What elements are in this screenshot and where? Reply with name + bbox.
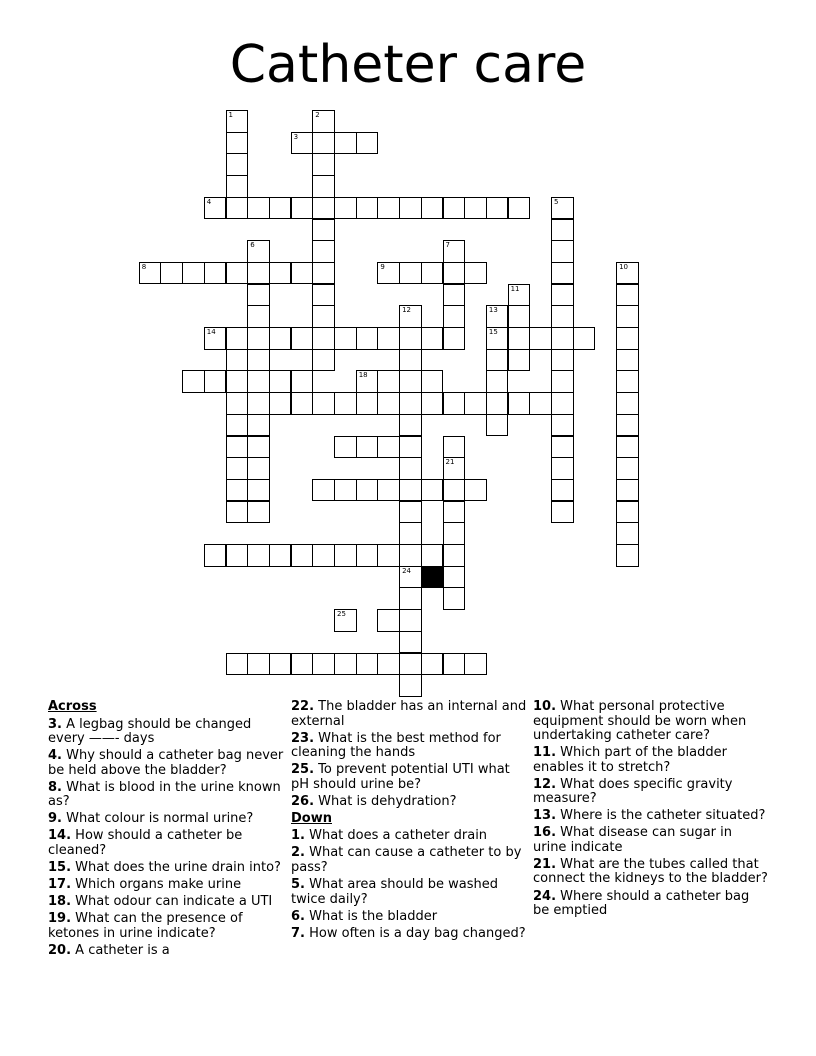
grid-cell[interactable] <box>616 370 639 393</box>
grid-cell[interactable] <box>377 327 400 350</box>
clue-text: What disease can sugar in urine indicate <box>533 825 733 855</box>
clue-text: A legbag should be changed every ——- days <box>48 716 252 746</box>
grid-cell[interactable] <box>247 262 270 285</box>
grid-cell[interactable] <box>464 479 487 502</box>
grid-cell[interactable] <box>616 457 639 480</box>
clue-text: What area should be washed twice daily? <box>291 877 498 907</box>
grid-cell[interactable] <box>421 197 444 220</box>
grid-cell[interactable] <box>204 197 227 220</box>
clue-text: The bladder has an internal and external <box>291 699 527 729</box>
clue-number: 18 <box>358 371 368 380</box>
page-title: Catheter care <box>229 35 587 95</box>
grid-cell[interactable] <box>226 544 249 567</box>
grid-cell[interactable] <box>182 262 205 285</box>
grid-cell[interactable] <box>616 479 639 502</box>
grid-cell[interactable] <box>334 197 357 220</box>
grid-cell[interactable] <box>399 609 422 632</box>
clue-text: Where is the catheter situated? <box>556 808 766 824</box>
clue-text: What does specific gravity measure? <box>533 776 733 807</box>
grid-cell[interactable] <box>399 457 422 480</box>
grid-cell[interactable] <box>312 219 335 242</box>
grid-cell[interactable] <box>443 392 466 415</box>
grid-cell[interactable] <box>356 370 379 393</box>
clue-text: What can cause a catheter to by pass? <box>291 845 522 875</box>
grid-cell[interactable] <box>247 457 270 480</box>
clue-num: 16. <box>533 825 557 841</box>
grid-cell[interactable] <box>377 479 400 502</box>
grid-cell[interactable] <box>204 327 227 350</box>
clue-num: 20. <box>48 942 72 958</box>
clue-number: 2 <box>315 111 320 119</box>
grid-cell[interactable] <box>226 132 249 155</box>
grid-cell[interactable] <box>312 132 335 155</box>
grid-cell[interactable] <box>269 197 292 220</box>
grid-cell[interactable] <box>616 327 639 350</box>
grid-cell[interactable] <box>291 132 314 155</box>
grid-cell[interactable] <box>573 327 596 350</box>
grid-cell[interactable] <box>616 544 639 567</box>
clues-column-1 <box>48 700 284 961</box>
clue-text: What does the urine drain into? <box>71 859 281 875</box>
grid-cell[interactable] <box>616 262 639 285</box>
grid-cell[interactable] <box>551 392 574 415</box>
grid-cell[interactable] <box>399 436 422 459</box>
grid-cell[interactable] <box>486 327 509 350</box>
grid-cell[interactable] <box>247 392 270 415</box>
grid-cell[interactable] <box>226 175 249 198</box>
clue-number: 25 <box>337 610 346 619</box>
grid-cell[interactable] <box>551 414 574 437</box>
grid-cell[interactable] <box>312 197 335 220</box>
grid-cell[interactable] <box>226 457 249 480</box>
clue-num: 6. <box>291 908 305 924</box>
grid-cell[interactable] <box>464 653 487 676</box>
clue-num: 2. <box>291 845 305 861</box>
grid-cell[interactable] <box>226 110 249 133</box>
grid-cell[interactable] <box>247 544 270 567</box>
across-clue <box>291 700 527 729</box>
grid-cell[interactable] <box>247 370 270 393</box>
grid-cell[interactable] <box>312 544 335 567</box>
grid-cell[interactable] <box>312 392 335 415</box>
grid-cell[interactable] <box>269 653 292 676</box>
clue-number: 6 <box>250 241 255 250</box>
grid-cell[interactable] <box>551 479 574 502</box>
grid-cell[interactable] <box>247 327 270 350</box>
grid-cell[interactable] <box>529 392 552 415</box>
grid-cell[interactable] <box>356 327 379 350</box>
grid-cell[interactable] <box>291 370 314 393</box>
grid-cell[interactable] <box>312 479 335 502</box>
grid-cell[interactable] <box>443 544 466 567</box>
clue-number: 21 <box>445 458 455 467</box>
grid-cell[interactable] <box>486 392 509 415</box>
grid-cell[interactable] <box>312 653 335 676</box>
clue-text: How often is a day bag changed? <box>304 925 526 941</box>
clue-num: 25. <box>291 762 315 778</box>
clue-text: Where should a catheter bag be emptied <box>533 888 750 919</box>
clue-text: A catheter is a <box>71 942 170 958</box>
grid-cell[interactable] <box>399 392 422 415</box>
clue-num: 14. <box>48 828 72 844</box>
down-clue <box>533 746 769 775</box>
grid-cell[interactable] <box>399 197 422 220</box>
clue-text: How should a catheter be cleaned? <box>48 828 243 858</box>
clues-column-2 <box>291 700 527 944</box>
grid-cell[interactable] <box>377 262 400 285</box>
down-clue <box>533 890 769 919</box>
clues-column-3 <box>533 700 769 921</box>
grid-cell[interactable] <box>204 370 227 393</box>
grid-cell[interactable] <box>226 392 249 415</box>
grid-cell[interactable] <box>247 284 270 307</box>
grid-cell[interactable] <box>399 674 422 697</box>
grid-cell[interactable] <box>616 349 639 372</box>
grid-cell[interactable] <box>312 305 335 328</box>
grid-cell[interactable] <box>226 327 249 350</box>
down-clue <box>533 826 769 855</box>
grid-cell[interactable] <box>312 110 335 133</box>
across-clue <box>48 829 284 858</box>
grid-cell[interactable] <box>226 197 249 220</box>
grid-cell[interactable] <box>247 436 270 459</box>
across-clue <box>48 895 284 910</box>
grid-cell[interactable] <box>508 392 531 415</box>
grid-cell[interactable] <box>291 262 314 285</box>
clue-num: 8. <box>48 779 62 795</box>
clue-num: 18. <box>48 894 72 910</box>
grid-cell[interactable] <box>377 609 400 632</box>
grid-cell[interactable] <box>464 262 487 285</box>
grid-cell[interactable] <box>443 262 466 285</box>
grid-cell[interactable] <box>377 370 400 393</box>
grid-cell[interactable] <box>443 522 466 545</box>
grid-cell[interactable] <box>226 349 249 372</box>
clue-text: What is the best method for cleaning the hands <box>291 730 501 761</box>
grid-cell[interactable] <box>551 240 574 263</box>
grid-cell[interactable] <box>421 653 444 676</box>
grid-cell[interactable] <box>551 327 574 350</box>
clue-number: 4 <box>206 197 212 206</box>
grid-cell[interactable] <box>616 436 639 459</box>
clue-number: 3 <box>293 132 299 141</box>
clue-num: 13. <box>533 808 557 824</box>
grid-cell[interactable] <box>486 305 509 328</box>
grid-cell[interactable] <box>486 414 509 437</box>
grid-cell[interactable] <box>399 479 422 502</box>
grid-cell[interactable] <box>226 479 249 502</box>
grid-cell[interactable] <box>551 262 574 285</box>
grid-cell[interactable] <box>247 305 270 328</box>
across-clue <box>48 878 284 893</box>
across-clue <box>291 795 527 810</box>
grid-cell[interactable] <box>551 284 574 307</box>
grid-cell[interactable] <box>226 370 249 393</box>
grid-cell[interactable] <box>291 544 314 567</box>
grid-cell[interactable] <box>464 197 487 220</box>
clue-text: Why should a catheter bag never be held above the bladder? <box>48 748 284 778</box>
clue-num: 5. <box>291 877 305 893</box>
grid-cell[interactable] <box>226 153 249 176</box>
grid-cell[interactable] <box>443 587 466 610</box>
grid-cell[interactable] <box>399 370 422 393</box>
clue-number: 15 <box>488 328 498 336</box>
clue-text: Which organs make urine <box>71 877 242 893</box>
grid-cell[interactable] <box>616 522 639 545</box>
grid-cell[interactable] <box>421 327 444 350</box>
grid-cell[interactable] <box>421 370 444 393</box>
grid-cell[interactable] <box>247 240 270 263</box>
grid-cell[interactable] <box>421 262 444 285</box>
clue-number: 24 <box>402 566 412 575</box>
clue-number: 5 <box>554 197 559 206</box>
grid-cell[interactable] <box>421 392 444 415</box>
clue-text: What are the tubes called that connect the kidneys to the bladder? <box>533 856 768 887</box>
grid-cell[interactable] <box>269 370 292 393</box>
clue-number: 14 <box>206 328 216 336</box>
clue-number: 7 <box>445 241 450 250</box>
clue-num: 12. <box>533 776 557 792</box>
grid-cell[interactable] <box>464 392 487 415</box>
grid-cell[interactable] <box>247 653 270 676</box>
grid-cell[interactable] <box>616 284 639 307</box>
grid-cell[interactable] <box>616 392 639 415</box>
clue-text: What is dehydration? <box>314 793 457 809</box>
grid-cell[interactable] <box>334 653 357 676</box>
grid-cell[interactable] <box>616 305 639 328</box>
grid-cell[interactable] <box>377 653 400 676</box>
grid-cell[interactable] <box>356 479 379 502</box>
clue-text: What does a catheter drain <box>304 828 488 844</box>
clue-num: 7. <box>291 925 305 941</box>
down-clue <box>291 878 527 907</box>
clue-num: 22. <box>291 699 315 714</box>
across-clue <box>48 861 284 876</box>
grid-cell[interactable] <box>312 327 335 350</box>
grid-cell[interactable] <box>508 327 531 350</box>
down-clue <box>291 829 527 844</box>
grid-cell[interactable] <box>334 436 357 459</box>
grid-cell[interactable] <box>508 197 531 220</box>
grid-cell[interactable] <box>356 197 379 220</box>
grid-cell[interactable] <box>291 392 314 415</box>
clue-num: 15. <box>48 859 72 875</box>
clue-num: 10. <box>533 699 557 714</box>
grid-cell[interactable] <box>551 457 574 480</box>
grid-cell[interactable] <box>399 653 422 676</box>
across-header: Across <box>48 699 97 714</box>
grid-cell[interactable] <box>334 609 357 632</box>
grid-cell[interactable] <box>486 197 509 220</box>
grid-cell[interactable] <box>160 262 183 285</box>
grid-cell[interactable] <box>291 197 314 220</box>
grid-cell[interactable] <box>399 631 422 654</box>
grid-cell[interactable] <box>551 370 574 393</box>
clue-number: 9 <box>380 262 385 271</box>
clue-num: 17. <box>48 877 72 893</box>
across-clue <box>48 812 284 827</box>
clue-num: 26. <box>291 793 315 809</box>
grid-cell[interactable] <box>226 501 249 524</box>
grid-cell[interactable] <box>443 240 466 263</box>
down-clue <box>533 778 769 807</box>
grid-cell[interactable] <box>291 327 314 350</box>
grid-cell[interactable] <box>443 501 466 524</box>
clue-num: 9. <box>48 811 62 827</box>
grid-cell[interactable] <box>399 327 422 350</box>
grid-cell[interactable] <box>204 544 227 567</box>
grid-cell[interactable] <box>247 479 270 502</box>
grid-cell[interactable] <box>269 544 292 567</box>
across-clue <box>291 732 527 761</box>
grid-cell[interactable] <box>486 349 509 372</box>
across-clue <box>48 944 284 959</box>
grid-cell[interactable] <box>356 392 379 415</box>
grid-cell[interactable] <box>399 414 422 437</box>
grid-cell[interactable] <box>269 327 292 350</box>
grid-cell[interactable] <box>269 262 292 285</box>
grid-cell[interactable] <box>443 566 466 589</box>
clue-text: What colour is normal urine? <box>61 811 254 827</box>
clue-text: What personal protective equipment should be worn when undertaking catheter care? <box>533 699 747 743</box>
grid-cell[interactable] <box>443 479 466 502</box>
grid-cell[interactable] <box>551 197 574 220</box>
grid-cell[interactable] <box>508 284 531 307</box>
clue-text: What can the presence of ketones in urine indicate? <box>48 911 243 941</box>
clue-num: 23. <box>291 730 315 746</box>
grid-cell[interactable] <box>443 436 466 459</box>
across-clue <box>291 763 527 792</box>
clue-num: 24. <box>533 888 557 904</box>
clue-num: 3. <box>48 716 62 732</box>
grid-cell[interactable] <box>226 653 249 676</box>
grid-cell[interactable] <box>182 370 205 393</box>
clue-text: What odour can indicate a UTI <box>71 894 273 910</box>
grid-cell[interactable] <box>399 587 422 610</box>
grid-cell[interactable] <box>551 219 574 242</box>
grid-cell[interactable] <box>247 349 270 372</box>
grid-cell[interactable] <box>443 197 466 220</box>
grid-cell[interactable] <box>312 349 335 372</box>
grid-cell[interactable] <box>377 392 400 415</box>
clue-num: 11. <box>533 745 557 761</box>
grid-cell[interactable] <box>312 153 335 176</box>
grid-cell[interactable] <box>399 305 422 328</box>
grid-cell[interactable] <box>443 653 466 676</box>
across-clue <box>48 781 284 810</box>
grid-cell[interactable] <box>334 327 357 350</box>
clue-num: 1. <box>291 828 305 844</box>
grid-cell[interactable] <box>334 132 357 155</box>
grid-cell[interactable] <box>551 305 574 328</box>
grid-cell[interactable] <box>399 544 422 567</box>
grid-cell[interactable] <box>616 414 639 437</box>
grid-cell[interactable] <box>443 457 466 480</box>
clue-number: 1 <box>228 111 233 119</box>
across-clue <box>48 718 284 747</box>
grid-cell[interactable] <box>334 479 357 502</box>
grid-cell[interactable] <box>356 436 379 459</box>
grid-cell[interactable] <box>508 305 531 328</box>
grid-cell[interactable] <box>508 349 531 372</box>
grid-cell[interactable] <box>421 544 444 567</box>
grid-cell[interactable] <box>291 653 314 676</box>
grid-cell[interactable] <box>226 262 249 285</box>
grid-cell[interactable] <box>312 240 335 263</box>
clue-num: 21. <box>533 856 557 872</box>
grid-cell[interactable] <box>204 262 227 285</box>
clue-text: What is blood in the urine known as? <box>48 779 281 810</box>
grid-cell[interactable] <box>312 175 335 198</box>
grid-cell[interactable] <box>139 262 162 285</box>
clue-number: 11 <box>510 284 520 293</box>
grid-cell[interactable] <box>377 197 400 220</box>
grid-cell[interactable] <box>399 522 422 545</box>
grid-cell[interactable] <box>443 284 466 307</box>
black-cell <box>421 566 444 589</box>
grid-cell[interactable] <box>551 349 574 372</box>
grid-cell[interactable] <box>377 544 400 567</box>
clue-number: 8 <box>141 262 147 271</box>
grid-cell[interactable] <box>399 566 422 589</box>
down-header: Down <box>291 810 332 826</box>
down-clue <box>533 858 769 887</box>
clue-number: 13 <box>488 306 498 315</box>
grid-cell[interactable] <box>443 327 466 350</box>
grid-cell[interactable] <box>247 197 270 220</box>
grid-cell[interactable] <box>616 501 639 524</box>
grid-cell[interactable] <box>356 544 379 567</box>
grid-cell[interactable] <box>312 262 335 285</box>
grid-cell[interactable] <box>399 349 422 372</box>
clue-num: 4. <box>48 748 62 764</box>
across-clue <box>48 749 284 778</box>
clue-number: 12 <box>402 306 412 315</box>
grid-cell[interactable] <box>226 436 249 459</box>
down-clue <box>533 809 769 824</box>
grid-cell[interactable] <box>269 392 292 415</box>
clue-text: Which part of the bladder enables it to stretch? <box>533 745 727 775</box>
down-clue <box>533 700 769 744</box>
grid-cell[interactable] <box>551 501 574 524</box>
grid-cell[interactable] <box>247 501 270 524</box>
across-clue <box>48 912 284 941</box>
clue-text: To prevent potential UTI what pH should urine be? <box>291 762 510 792</box>
grid-cell[interactable] <box>377 436 400 459</box>
clue-number: 10 <box>619 262 629 271</box>
grid-cell[interactable] <box>443 305 466 328</box>
down-clue <box>291 910 527 925</box>
grid-cell[interactable] <box>399 501 422 524</box>
grid-cell[interactable] <box>356 653 379 676</box>
down-clue <box>291 927 527 942</box>
grid-cell[interactable] <box>312 284 335 307</box>
clue-text: What is the bladder <box>304 908 438 924</box>
clue-num: 19. <box>48 911 72 927</box>
grid-cell[interactable] <box>529 327 552 350</box>
grid-cell[interactable] <box>421 479 444 502</box>
grid-cell[interactable] <box>486 370 509 393</box>
grid-cell[interactable] <box>356 132 379 155</box>
grid-cell[interactable] <box>551 436 574 459</box>
grid-cell[interactable] <box>399 262 422 285</box>
grid-cell[interactable] <box>334 392 357 415</box>
grid-cell[interactable] <box>334 544 357 567</box>
grid-cell[interactable] <box>226 414 249 437</box>
down-clue <box>291 846 527 875</box>
grid-cell[interactable] <box>247 414 270 437</box>
